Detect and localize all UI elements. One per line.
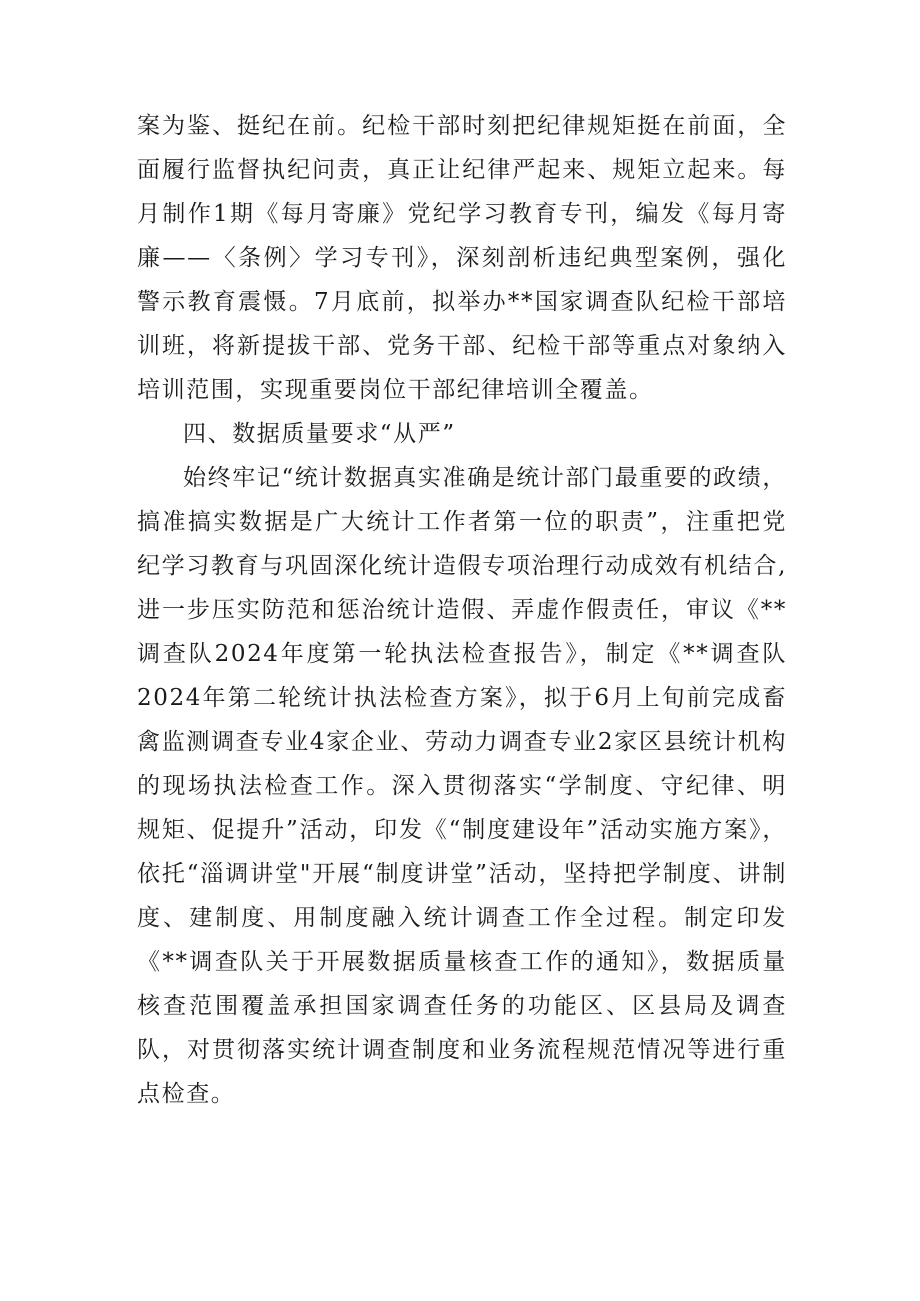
body-paragraph-continued: 案为鉴、挺纪在前。纪检干部时刻把纪律规矩挺在前面，全面履行监督执纪问责，真正让纪律严起来、规矩立起来。每月制作1期《每月寄廉》党纪学习教育专刊，编发《每月寄廉——〈条例〉学习专刊》，深刻剖析违纪典型案例，强化警示教育震慑。7月底前，拟举办**国家调查队纪检干部培训班，将新提拔干部、党务干部、纪检干部等重点对象纳入培训范围，实现重要岗位干部纪律培训全覆盖。 [137,113,787,403]
body-paragraph: 始终牢记“统计数据真实准确是统计部门最重要的政绩，搞准搞实数据是广大统计工作者第一位的职责”，注重把党纪学习教育与巩固深化统计造假专项治理行动成效有机结合,进一步压实防范和惩治统计造假、弄虚作假责任，审议《**调查队2024年度第一轮执法检查报告》，制定《**调查队2024年第二轮统计执法检查方案》，拟于6月上旬前完成畜禽监测调查专业4家企业、劳动力调查专业2家区县统计机构的现场执法检查工作。深入贯彻落实“学制度、守纪律、明规矩、促提升”活动，印发《“制度建设年”活动实施方案》，依托“淄调讲堂"开展“制度讲堂”活动，坚持把学制度、讲制度、建制度、用制度融入统计调查工作全过程。制定印发《**调查队关于开展数据质量核查工作的通知》，数据质量核查范围覆盖承担国家调查任务的功能区、区县局及调查队，对贯彻落实统计调查制度和业务流程规范情况等进行重点检查。 [137,465,787,1107]
document-page [137,104,787,1116]
section-heading: 四、数据质量要求“从严” [183,421,456,447]
